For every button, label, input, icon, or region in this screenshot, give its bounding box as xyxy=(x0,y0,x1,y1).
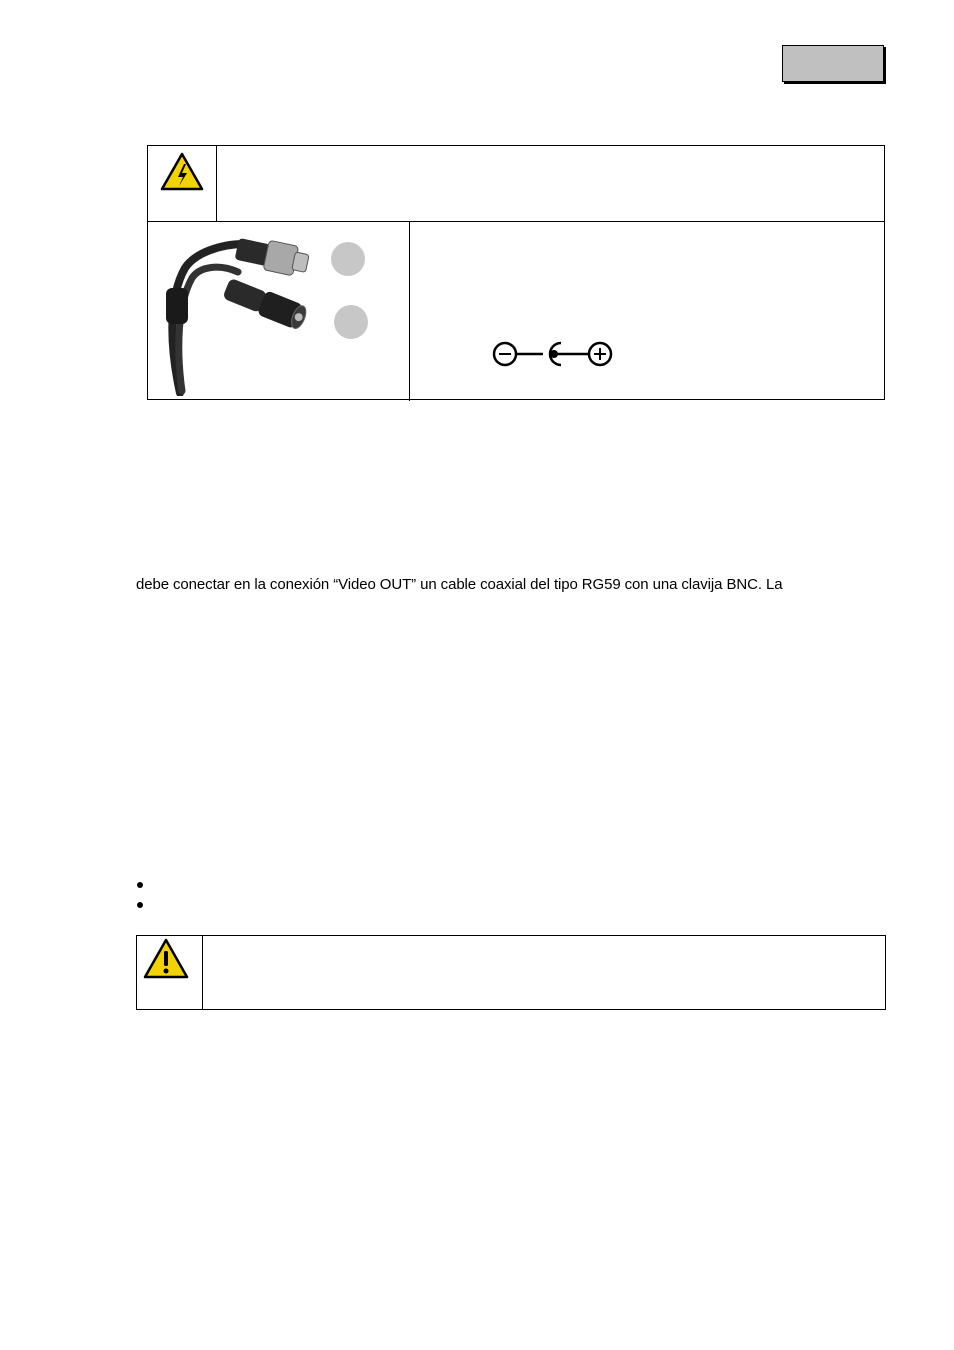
table-divider xyxy=(147,221,885,222)
caution-box xyxy=(136,935,886,1010)
table-divider xyxy=(202,935,203,1010)
language-tab xyxy=(782,45,884,82)
caution-warning-icon xyxy=(143,938,189,985)
list-bullet xyxy=(137,882,143,888)
center-positive-polarity-icon xyxy=(491,340,615,373)
high-voltage-warning-icon xyxy=(160,152,204,197)
table-divider xyxy=(409,221,410,401)
callout-circle-1 xyxy=(331,242,365,276)
callout-circle-2 xyxy=(334,305,368,339)
body-paragraph-line: debe conectar en la conexión “Video OUT” un cable coaxial del tipo RG59 con una clavija BNC. La xyxy=(136,576,783,593)
list-bullet xyxy=(137,902,143,908)
table-divider xyxy=(216,145,217,221)
cable-connectors-photo xyxy=(160,228,330,401)
